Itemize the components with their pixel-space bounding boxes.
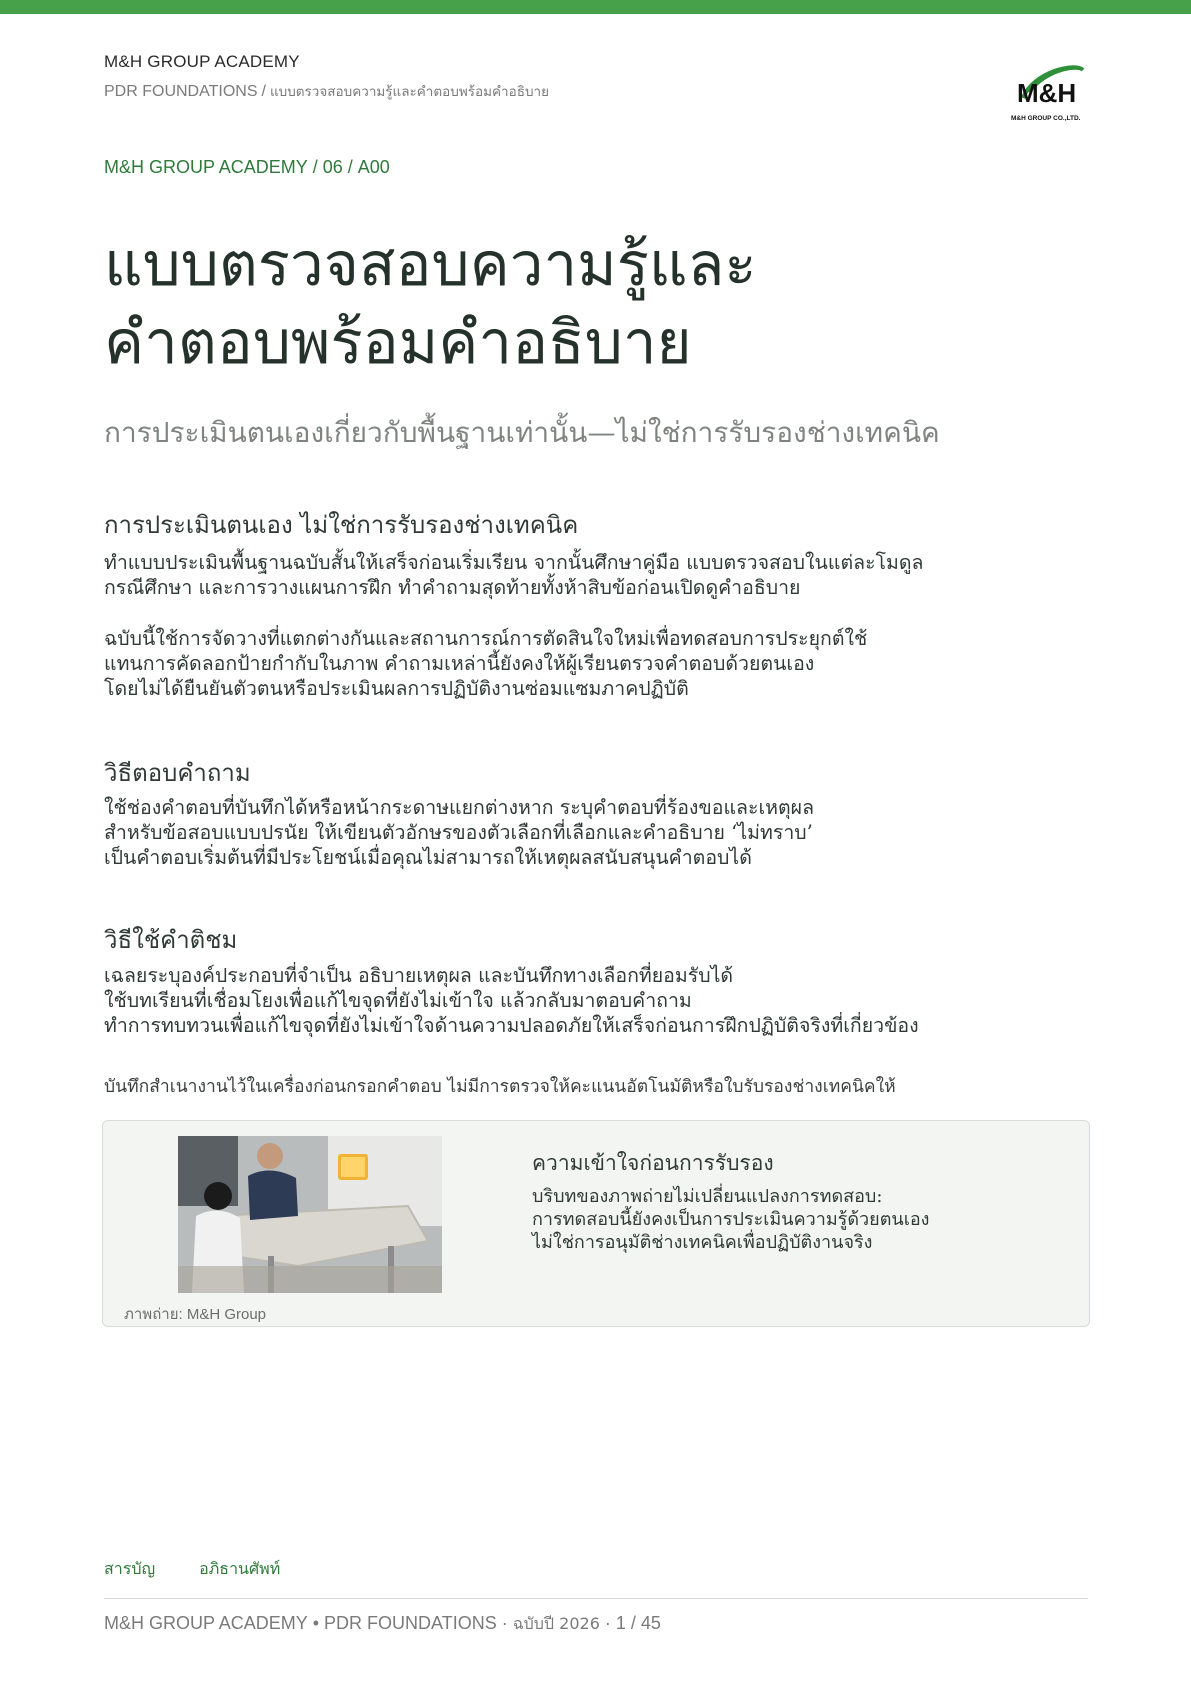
brand-name: M&H GROUP ACADEMY (104, 52, 300, 71)
section-heading-how-to-answer: วิธีตอบคำถาม (104, 759, 251, 787)
footer-org: M&H GROUP ACADEMY (104, 1613, 308, 1633)
document-code (104, 157, 390, 178)
section-paragraph (104, 963, 1064, 1038)
text-line: เฉลยระบุองค์ประกอบที่จำเป็น อธิบายเหตุผล และบันทึกทางเลือกที่ยอมรับได้ (104, 964, 734, 987)
text-line: ทำแบบประเมินพื้นฐานฉบับสั้นให้เสร็จก่อนเริ่มเรียน จากนั้นศึกษาคู่มือ แบบตรวจสอบในแต่ละโมดูล (104, 551, 924, 574)
footer-divider (104, 1598, 1088, 1599)
title-line-2: คำตอบพร้อมคำอธิบาย (104, 308, 692, 378)
logo-caption: M&H GROUP CO.,LTD. (1011, 115, 1081, 122)
company-logo (1011, 58, 1091, 126)
photo-caption: ภาพถ่าย: M&H Group (124, 1306, 267, 1323)
title-line-1: แบบตรวจสอบความรู้และ (104, 230, 757, 300)
footer-bullet: • (312, 1613, 320, 1633)
logo-text: M&H (1017, 78, 1077, 108)
link-table-of-contents[interactable]: สารบัญ (104, 1559, 156, 1578)
photo-callout-card (102, 1120, 1090, 1327)
section-paragraph (104, 550, 1064, 600)
workshop-photo (178, 1136, 442, 1293)
text-line: ใช้ช่องคำตอบที่บันทึกได้หรือหน้ากระดาษแยกต่างหาก ระบุคำตอบที่ร้องขอและเหตุผล (104, 796, 815, 819)
text-line: กรณีศึกษา และการวางแผนการฝึก ทำคำถามสุดท้ายทั้งห้าสิบข้อก่อนเปิดดูคำอธิบาย (104, 576, 801, 599)
code-org: M&H GROUP ACADEMY (104, 157, 308, 177)
section-heading-feedback: วิธีใช้คำติชม (104, 926, 238, 954)
text-line: เป็นคำตอบเริ่มต้นที่มีประโยชน์เมื่อคุณไม่สามารถให้เหตุผลสนับสนุนคำตอบได้ (104, 846, 752, 869)
breadcrumb-course: PDR FOUNDATIONS (104, 83, 258, 100)
text-line: การทดสอบนี้ยังคงเป็นการประเมินความรู้ด้วยตนเอง (532, 1209, 930, 1230)
text-line: บริบทของภาพถ่ายไม่เปลี่ยนแปลงการทดสอบ: (532, 1186, 883, 1207)
page-number: 1 / 45 (615, 1613, 661, 1633)
text-line: ใช้บทเรียนที่เชื่อมโยงเพื่อแก้ไขจุดที่ยังไม่เข้าใจ แล้วกลับมาตอบคำถาม (104, 989, 692, 1012)
breadcrumb (104, 80, 549, 102)
text-line: โดยไม่ได้ยืนยันตัวตนหรือประเมินผลการปฏิบัติงานซ่อมแซมภาคปฏิบัติ (104, 677, 689, 700)
page-footer (104, 1612, 661, 1637)
card-body (532, 1185, 1052, 1254)
breadcrumb-separator: / (261, 83, 266, 100)
footer-nav (104, 1557, 324, 1582)
code-separator: / (312, 157, 318, 177)
text-line: แทนการคัดลอกป้ายกำกับในภาพ คำถามเหล่านี้ยังคงให้ผู้เรียนตรวจคำตอบด้วยตนเอง (104, 652, 815, 675)
footer-dot: · (604, 1613, 611, 1633)
top-accent-bar (0, 0, 1191, 14)
page-title (104, 226, 1004, 382)
text-line: สำหรับข้อสอบแบบปรนัย ให้เขียนตัวอักษรของตัวเลือกที่เลือกและคำอธิบาย ‘ไม่ทราบ’ (104, 821, 813, 844)
text-line: ทำการทบทวนเพื่อแก้ไขจุดที่ยังไม่เข้าใจด้านความปลอดภัยให้เสร็จก่อนการฝึกปฏิบัติจริงที่เกี่ยวข้อง (104, 1014, 919, 1037)
text-line: ฉบับนี้ใช้การจัดวางที่แตกต่างกันและสถานการณ์การตัดสินใจใหม่เพื่อทดสอบการประยุกต์ใช้ (104, 627, 868, 650)
code-separator: / (347, 157, 353, 177)
link-glossary[interactable]: อภิธานศัพท์ (199, 1559, 281, 1578)
section-paragraph (104, 795, 1064, 870)
section-paragraph (104, 626, 1064, 701)
section-heading-self-assessment: การประเมินตนเอง ไม่ใช่การรับรองช่างเทคนิค (104, 511, 579, 539)
text-line: ไม่ใช่การอนุมัติช่างเทคนิคเพื่อปฏิบัติงานจริง (532, 1232, 873, 1253)
breadcrumb-document: แบบตรวจสอบความรู้และคำตอบพร้อมคำอธิบาย (269, 84, 550, 100)
code-chapter: 06 (322, 157, 343, 177)
footer-edition: ฉบับปี 2026 (512, 1614, 600, 1633)
local-copy-note: บันทึกสำเนางานไว้ในเครื่องก่อนกรอกคำตอบ ไม่มีการตรวจให้คะแนนอัตโนมัติหรือใบรับรองช่างเทคนิคให้ (104, 1077, 896, 1097)
card-title: ความเข้าใจก่อนการรับรอง (532, 1151, 774, 1175)
footer-dot: · (501, 1613, 508, 1633)
page-subtitle: การประเมินตนเองเกี่ยวกับพื้นฐานเท่านั้น—ไม่ใช่การรับรองช่างเทคนิค (104, 416, 940, 449)
code-id: A00 (357, 157, 390, 177)
footer-course: PDR FOUNDATIONS (324, 1613, 497, 1633)
